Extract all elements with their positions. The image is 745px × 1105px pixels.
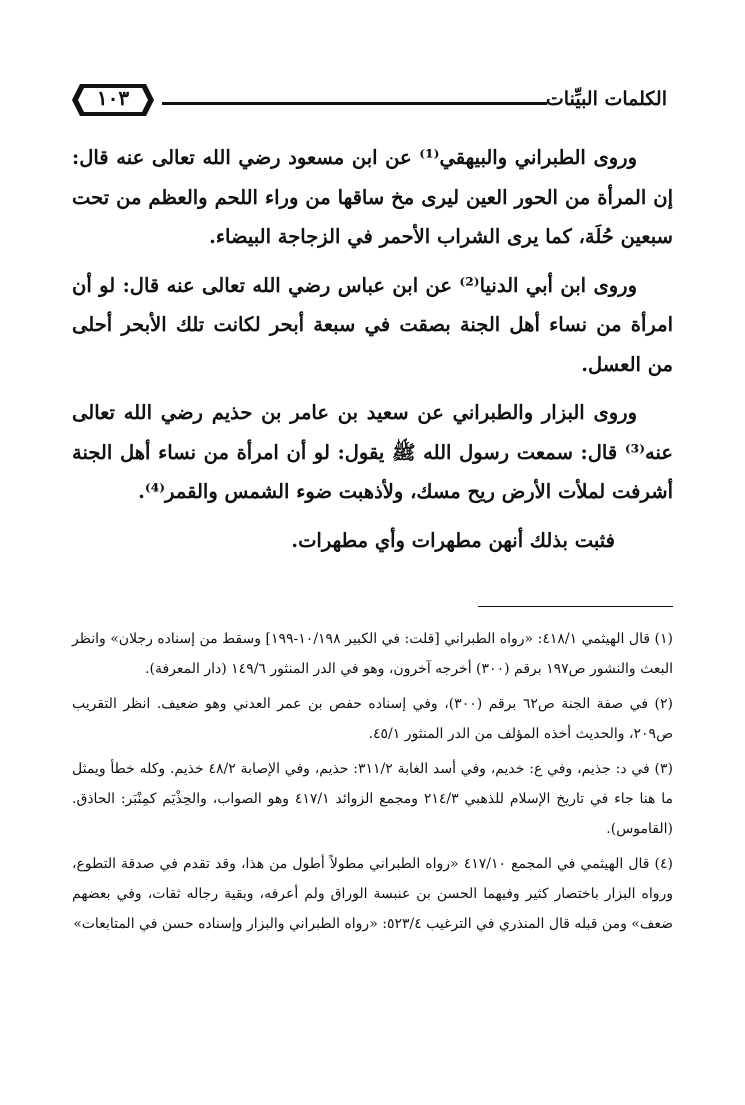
page-number-badge — [70, 82, 156, 118]
paragraph-1: وروى الطبراني والبيهقي⁽¹⁾ عن ابن مسعود رضي الله تعالى عنه قال: إن المرأة من الحور العين ليرى مخ ساقها من وراء اللحم والعظم من تحت سبعين حُلَة، كما يرى الشراب الأحمر في الزجاجة البيضاء. — [72, 146, 673, 248]
page-header — [70, 82, 667, 122]
paragraph-4: فثبت بذلك أنهن مطهرات وأي مطهرات. — [291, 528, 615, 552]
paragraph-3: وروى البزار والطبراني عن سعيد بن عامر بن حذيم رضي الله تعالى عنه⁽³⁾ قال: سمعت رسول الله ﷺ يقول: لو أن امرأة من نساء أهل الجنة أشرفت لملأت الأرض ريح مسك، ولأذهبت ضوء الشمس والقمر⁽⁴⁾. — [72, 401, 673, 503]
footnote-4: (٤) قال الهيثمي في المجمع ٤١٧/١٠ «رواه الطبراني مطولاً أطول من هذا، وقد تقدم في صدقة التطوع، ورواه البزار باختصار كثير وفيهما الحسن بن عنبسة الوراق ولم أعرفه، وبقية رجاله ثقات، وفي بعضهم ضعف» ومن قبله قال المنذري في الترغيب ٥٢٣/٤: «رواه الطبراني والبزار وإسناده حسن في المتابعات» — [72, 856, 673, 932]
footnote-1: (١) قال الهيثمي ٤١٨/١: «رواه الطبراني [قلت: في الكبير ١٠/١٩٨-١٩٩] وسقط من إسناده رجلان» وانظر البعث والنشور ص١٩٧ برقم (٣٠٠) أخرجه آخرون، وهو في الدر المنثور ١٤٩/٦ (دار المعرفة). — [72, 631, 673, 677]
footnote-2: (٢) في صفة الجنة ص٦٢ برقم (٣٠٠)، وفي إسناده حفص بن عمر العدني وهو ضعيف. انظر التقريب ص٢٠٩، والحديث أخذه المؤلف من الدر المنثور ٤٥/١. — [72, 696, 673, 742]
footnote-3: (٣) في د: جذيم، وفي ع: خديم، وفي أسد الغابة ٣١١/٢: حذيم، وفي الإصابة ٤٨/٢ خذيم. وكله خطأ ويمثل ما هنا جاء في تاريخ الإسلام للذهبي ٢١٤/٣ ومجمع الزوائد ٤١٧/١ وهو الصواب، والحِذْيَم كمِنْبَر: الحاذق. (القاموس). — [72, 761, 673, 837]
footnotes — [72, 624, 673, 944]
main-text — [72, 138, 673, 569]
footnote-separator — [478, 606, 673, 607]
page-number: ١٠٣ — [96, 86, 130, 110]
paragraph-2: وروى ابن أبي الدنيا⁽²⁾ عن ابن عباس رضي الله تعالى عنه قال: لو أن امرأة من نساء أهل الجنة بصقت في سبعة أبحر لكانت تلك الأبحر أحلى من العسل. — [72, 273, 673, 376]
running-title: الكلمات البيِّنات — [545, 88, 667, 110]
header-rule — [162, 102, 547, 105]
